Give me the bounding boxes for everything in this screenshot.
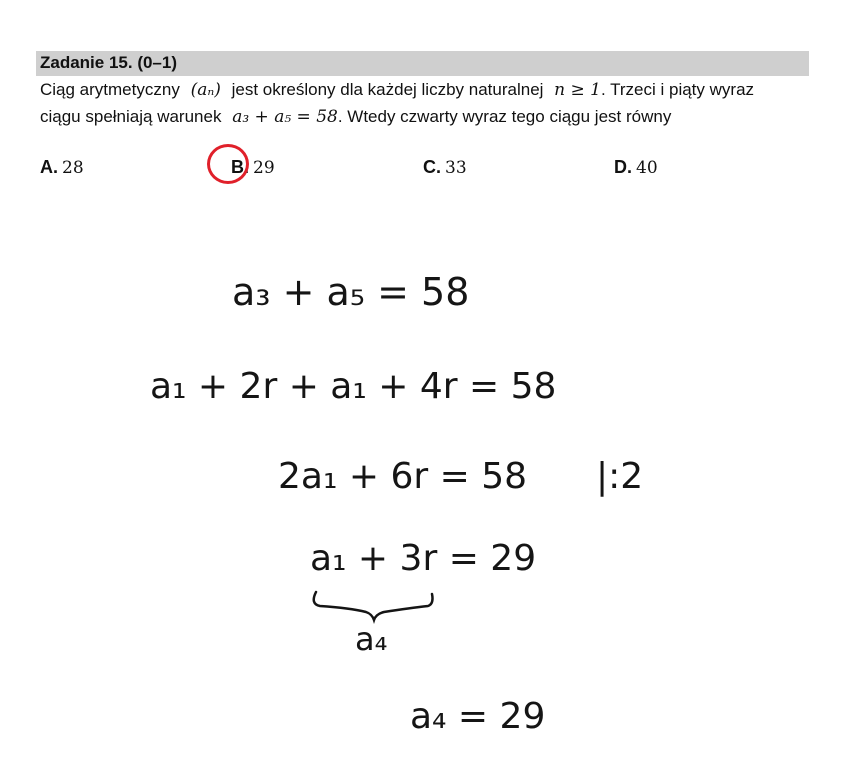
answer-value: 33 (445, 158, 467, 178)
answer-value: 40 (636, 158, 658, 178)
solution-step-1: a₃ + a₅ = 58 (232, 270, 470, 314)
brace-label: a₄ (355, 620, 388, 658)
question-line-1 (40, 80, 754, 100)
solution-step-5: a₄ = 29 (410, 696, 546, 737)
question-text-1b: jest określony dla każdej liczby naturalnej (231, 80, 544, 99)
solution-step-3: 2a₁ + 6r = 58 (278, 456, 528, 497)
sequence-symbol: (aₙ) (190, 80, 221, 100)
answer-value: 28 (62, 158, 84, 178)
answer-value: 29 (253, 158, 275, 178)
condition-math: n ≥ 1 (554, 80, 601, 100)
answer-letter: D. (614, 157, 632, 177)
solution-step-3-note: |:2 (596, 456, 644, 497)
condition-equation: a₃ + a₅ = 58 (232, 107, 338, 127)
answer-letter: C. (423, 157, 441, 177)
task-title: Zadanie 15. (0–1) (40, 53, 178, 72)
question-line-2 (40, 107, 671, 127)
solution-step-2: a₁ + 2r + a₁ + 4r = 58 (150, 366, 557, 407)
solution-step-4: a₁ + 3r = 29 (310, 538, 537, 579)
handwritten-solution (0, 220, 850, 780)
selected-answer-circle (207, 144, 249, 184)
task-header (36, 51, 809, 76)
question-text-1c: . Trzeci i piąty wyraz (600, 80, 755, 99)
answer-letter: A. (40, 157, 58, 177)
answer-letter: B. (231, 157, 249, 177)
question-text-2b: . Wtedy czwarty wyraz tego ciągu jest równy (337, 107, 672, 126)
underbrace-mark (314, 592, 433, 620)
question-text-2a: ciągu spełniają warunek (40, 107, 222, 126)
answer-option-a[interactable] (40, 157, 84, 178)
question-text-1a: Ciąg arytmetyczny (40, 80, 180, 99)
answer-option-d[interactable] (614, 157, 658, 178)
answer-option-c[interactable] (423, 157, 467, 178)
